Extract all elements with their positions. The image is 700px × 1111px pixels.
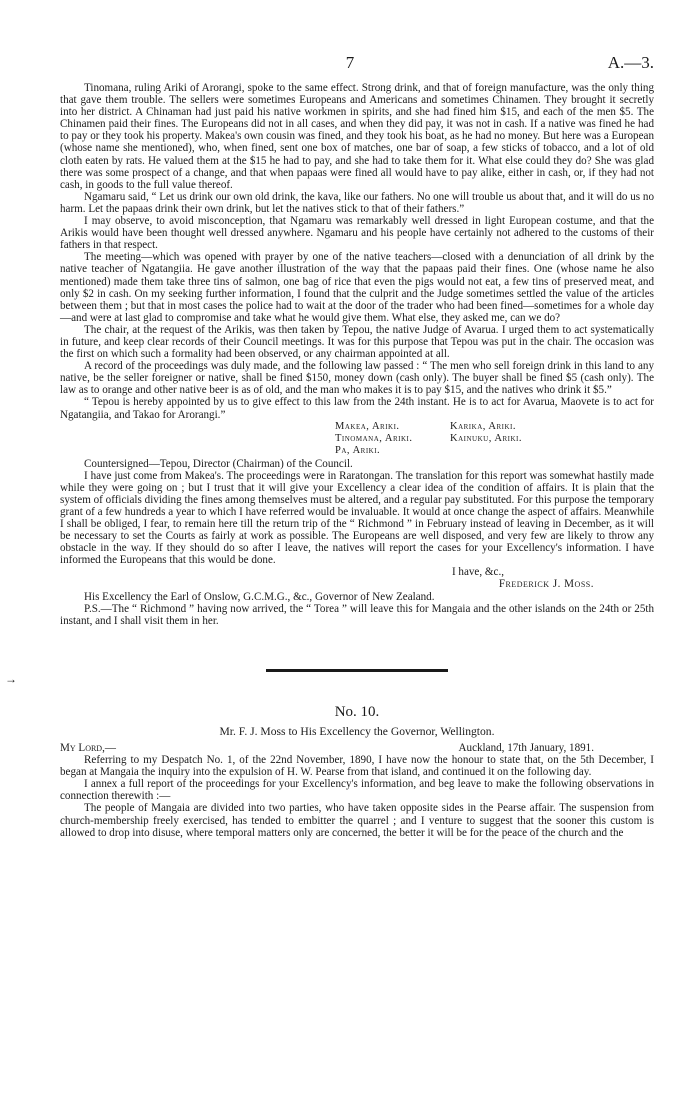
- document-body: [60, 82, 654, 839]
- signatory-row: [335, 433, 654, 445]
- signatory-row: [335, 445, 654, 457]
- signature-name: Frederick J. Moss.: [498, 578, 594, 591]
- signatory: Karika, Ariki.: [450, 420, 517, 432]
- paragraph-observation: I may observe, to avoid misconception, that Ngamaru was remarkably well dressed in light European costume, and that the Arikis would have been thought well dressed anywhere. Ngamaru and his people have certainly not adhered to the customs of their fathers in that respect.: [60, 215, 654, 252]
- paragraph-ngamaru: Ngamaru said, “ Let us drink our own old drink, the kava, like our fathers. No one will trouble us about that, and it will do us no harm. Let the papaas drink their own drink, but let the natives stick to that of their fathers.”: [60, 190, 654, 215]
- paragraph-appointment: “ Tepou is hereby appointed by us to give effect to this law from the 24th instant. He is to act for Avarua, Maovete is to act for Ngatangiia, and Takao for Arorangi.”: [60, 396, 654, 421]
- signatory: Tinomana, Ariki.: [335, 432, 413, 444]
- signatory: Kainuku, Ariki.: [450, 432, 522, 444]
- margin-arrow-icon: →: [5, 672, 17, 686]
- signatories-block: [335, 421, 654, 458]
- despatch-date: Auckland, 17th January, 1891.: [458, 742, 594, 755]
- addressee-line: His Excellency the Earl of Onslow, G.C.M.G., &c., Governor of New Zealand.: [84, 590, 435, 603]
- paragraph-chair: The chair, at the request of the Arikis, was then taken by Tepou, the native Judge of Avarua. I urged them to act systematically in future, and keep clear records of their Council meetings. It was for this purpose that Tepou was put in the chair. The occasion was the first on which such a formality had been observed, or any chairman appointed at all.: [60, 323, 654, 361]
- postscript: P.S.—The “ Richmond ” having now arrived, the “ Torea ” will leave this for Mangaia and the other islands on the 24th or 25th instant, and I shall visit them in her.: [60, 602, 654, 627]
- paragraph-meeting: The meeting—which was opened with prayer by one of the native teachers—closed with a denunciation of all drink by the native teacher of Ngatangiia. He gave another illustration of the way that the papaas paid their fines. One (whose name he also mentioned) made them take three tins of salmon, one bag of rice that even the pigs would not eat, a few tins of preserved meat, and only $2 in cash. On my seeking further information, I found that the culprit and the Judge sometimes settled the value of the articles between them ; but that in most cases the police had to wait at the door of the trader who had been fined—sometimes for a whole day—and were at last glad to compromise and take what he would give them. What else, they asked me, can we do?: [60, 251, 654, 324]
- document-reference: A.—3.: [607, 53, 654, 72]
- signatory: Pa, Ariki.: [335, 445, 381, 457]
- paragraph-closing: I have just come from Makea's. The proceedings were in Raratongan. The translation for this report was somewhat hastily made while they were going on ; but I trust that it will give your Excellency a clear idea of the condition of affairs. It is plain that the system of officials dividing the fines among themselves must be altered, and a regular pay substituted. For this purpose the temporary grant of a few hundreds a year to which I have referred would be invaluable. It would at once change the aspect of affairs. Meanwhile I shall be obliged, I fear, to remain here till the return trip of the “ Richmond ” in February instead of leaving in December, as it will be necessary to set the Courts as fairly at work as possible. The Europeans are well disposed, and very few are likely to throw any obstacle in the way. If they should do so after I leave, the natives will report the cases for your Excellency's information. I have informed the Europeans that this would be done.: [60, 469, 654, 567]
- page-number: 7: [345, 53, 355, 72]
- despatch-heading: No. 10.: [334, 703, 380, 720]
- despatch-paragraph: Referring to my Despatch No. 1, of the 22nd November, 1890, I have now the honour to state that, on the 5th December, I began at Mangaia the inquiry into the expulsion of H. W. Pearse from that island, and continued it on the following day.: [60, 754, 654, 779]
- despatch-subtitle: Mr. F. J. Moss to His Excellency the Governor, Wellington.: [219, 724, 495, 738]
- valediction: I have, &c.,: [451, 566, 504, 579]
- despatch-paragraph: I annex a full report of the proceedings for your Excellency's information, and beg leave to make the following observations in connection therewith :—: [60, 778, 654, 803]
- despatch-dateline: [60, 742, 654, 754]
- signatory-row: [335, 421, 654, 433]
- paragraph-tinomana: Tinomana, ruling Ariki of Arorangi, spoke to the same effect. Strong drink, and that of foreign manufacture, was the only thing that gave them trouble. The sellers were sometimes Europeans and Americans and sometimes Chinamen. They brought it secretly into her district. A Chinaman had just paid his native workmen in spirits, and she had fined him $15, and each of the men $5. The Chinamen paid their fines. The Europeans did not in all cases, and when they did pay, it was not in cash. If a native was fined he had to pay or they took his property. Makea's own cousin was fined, and they took his boat, as he had no money. But here was a European (whose name she mentioned), who, when fined, sent one box of matches, one bar of soap, a few sticks of tobacco, and a lot of old cloth eaten by rats. He valued them at the $15 he had to pay, and she had to take them for it. What else could they do? She was glad there was some prospect of a change, and that when papaas were fined all would have to pay alike, either in cash, or, if they had not cash, in goods to the full value thereof.: [60, 82, 654, 191]
- countersigned-line: Countersigned—Tepou, Director (Chairman) of the Council.: [84, 457, 353, 470]
- signatory: Makea, Ariki.: [335, 420, 400, 432]
- salutation: My Lord,—: [60, 742, 116, 755]
- section-divider: [266, 669, 448, 672]
- paragraph-law: A record of the proceedings was duly made, and the following law passed : “ The men who sell foreign drink in this land to any native, be the seller foreigner or native, shall be fined $150, money down (cash only). The buyer shall be fined $5 (cash only). The law as to orange and other native beer is as of old, and the man who makes it is to pay $15, and the natives who drink it $5.”: [60, 360, 654, 397]
- despatch-paragraph: The people of Mangaia are divided into two parties, who have taken opposite sides in the Pearse affair. The suspension from church-membership freely exercised, has tended to embitter the quarrel ; and I venture to suggest that the sooner this custom is allowed to drop into disuse, where temporal matters only are concerned, the better it will be for the peace of the church and the: [60, 802, 654, 839]
